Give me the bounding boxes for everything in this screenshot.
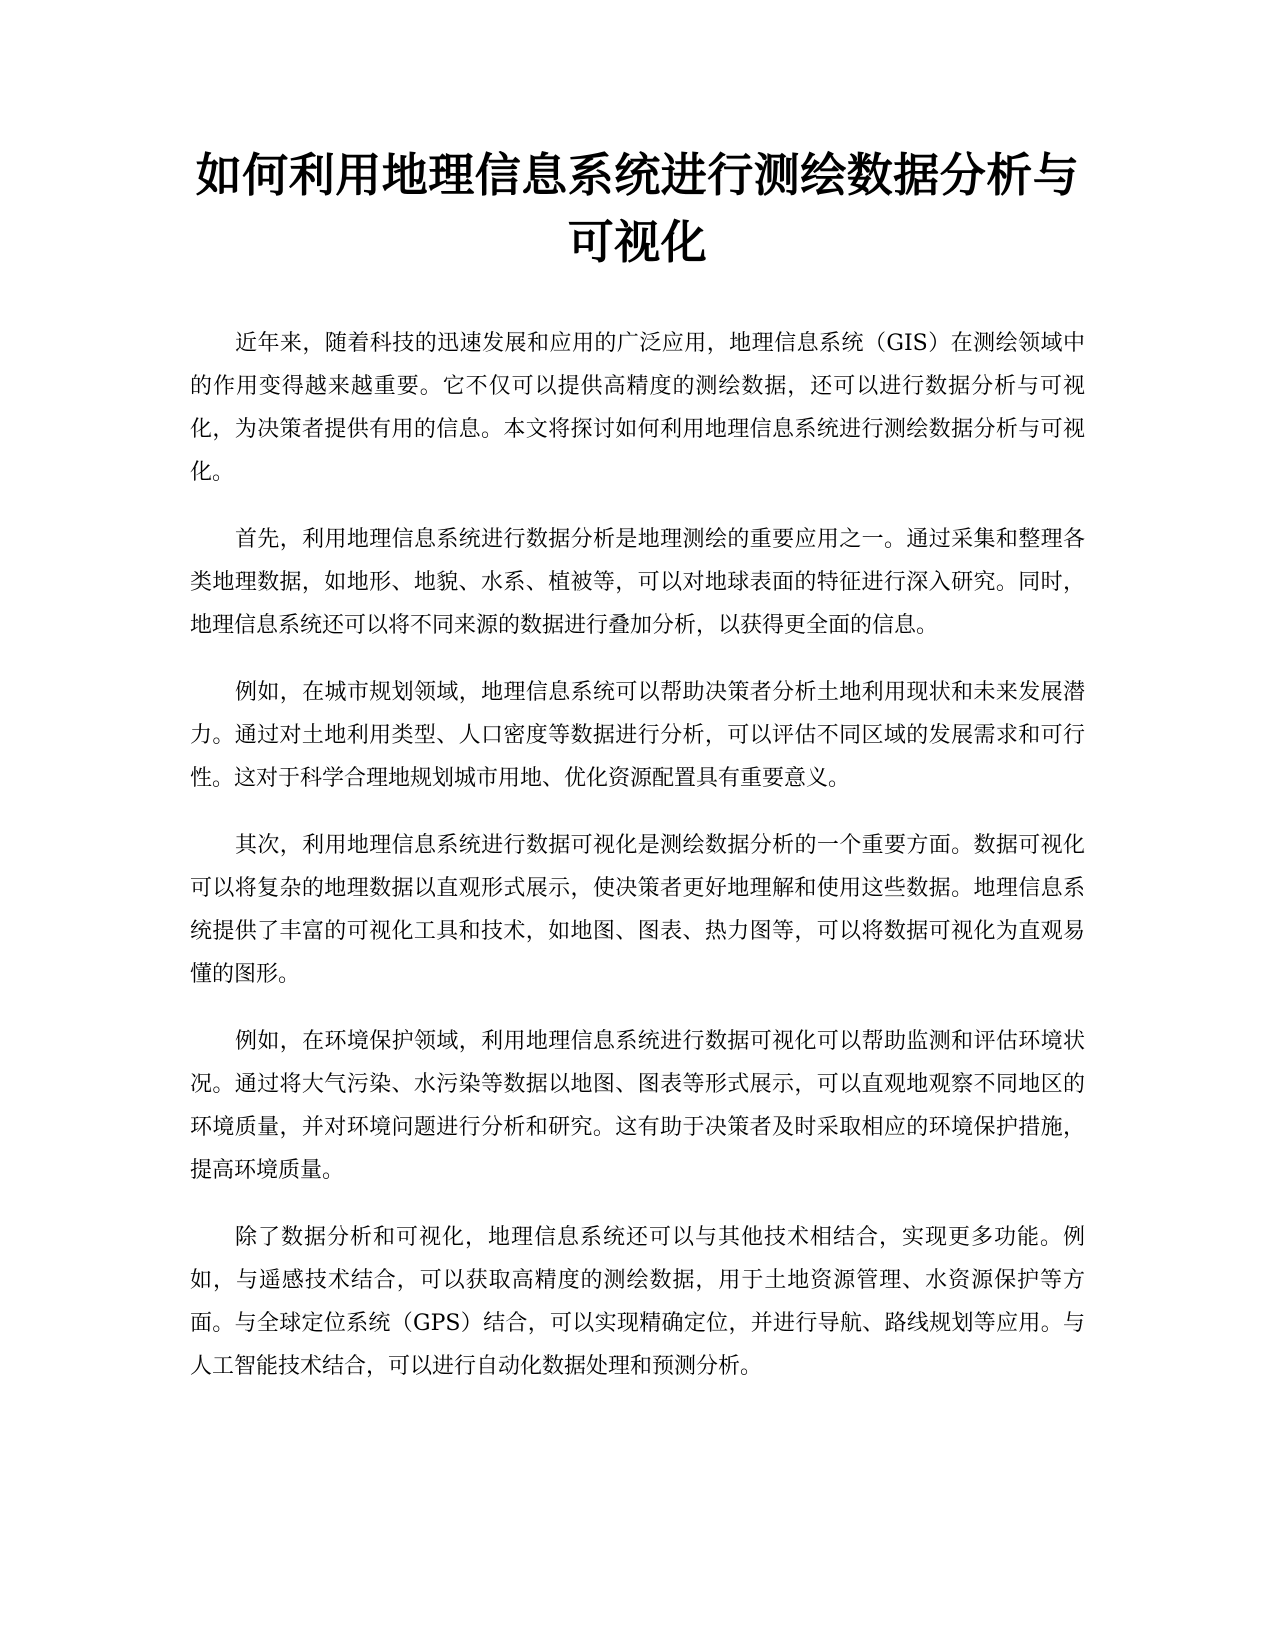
document-title: 如何利用地理信息系统进行测绘数据分析与可视化 [195, 148, 1080, 269]
document-body [190, 322, 1085, 1412]
paragraph: 例如，在城市规划领域，地理信息系统可以帮助决策者分析土地利用现状和未来发展潜力。通过对土地利用类型、人口密度等数据进行分析，可以评估不同区域的发展需求和可行性。这对于科学合理地规划城市用地、优化资源配置具有重要意义。 [190, 680, 1085, 791]
paragraph: 其次，利用地理信息系统进行数据可视化是测绘数据分析的一个重要方面。数据可视化可以将复杂的地理数据以直观形式展示，使决策者更好地理解和使用这些数据。地理信息系统提供了丰富的可视化工具和技术，如地图、图表、热力图等，可以将数据可视化为直观易懂的图形。 [190, 833, 1085, 987]
paragraph: 除了数据分析和可视化，地理信息系统还可以与其他技术相结合，实现更多功能。例如，与遥感技术结合，可以获取高精度的测绘数据，用于土地资源管理、水资源保护等方面。与全球定位系统（GPS）结合，可以实现精确定位，并进行导航、路线规划等应用。与人工智能技术结合，可以进行自动化数据处理和预测分析。 [190, 1225, 1085, 1379]
paragraph: 近年来，随着科技的迅速发展和应用的广泛应用，地理信息系统（GIS）在测绘领域中的作用变得越来越重要。它不仅可以提供高精度的测绘数据，还可以进行数据分析与可视化，为决策者提供有用的信息。本文将探讨如何利用地理信息系统进行测绘数据分析与可视化。 [190, 331, 1085, 485]
paragraph: 例如，在环境保护领域，利用地理信息系统进行数据可视化可以帮助监测和评估环境状况。通过将大气污染、水污染等数据以地图、图表等形式展示，可以直观地观察不同地区的环境质量，并对环境问题进行分析和研究。这有助于决策者及时采取相应的环境保护措施，提高环境质量。 [190, 1029, 1085, 1183]
paragraph: 首先，利用地理信息系统进行数据分析是地理测绘的重要应用之一。通过采集和整理各类地理数据，如地形、地貌、水系、植被等，可以对地球表面的特征进行深入研究。同时，地理信息系统还可以将不同来源的数据进行叠加分析，以获得更全面的信息。 [190, 527, 1085, 638]
